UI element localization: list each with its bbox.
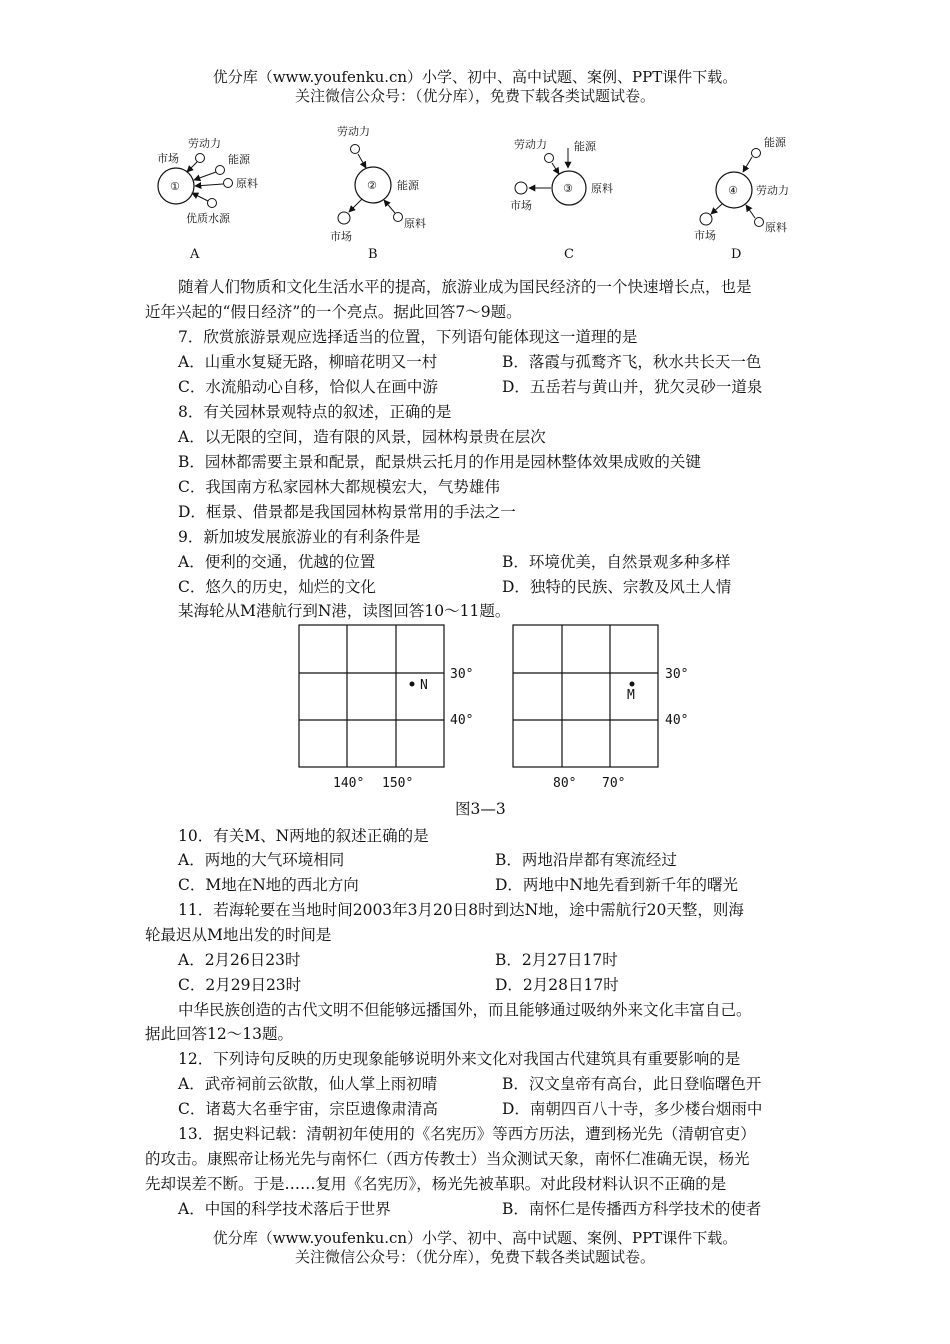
- lat-30-label: 30°: [665, 667, 689, 682]
- q10-stem: 10．有关M、N两地的叙述正确的是: [178, 827, 429, 845]
- q11-stem-line-2: 轮最迟从M地出发的时间是: [145, 926, 332, 944]
- q10-option-a: A．两地的大气环境相同: [178, 851, 345, 869]
- q9-option-c: C．悠久的历史，灿烂的文化: [178, 578, 376, 596]
- label-labor: 劳动力: [756, 184, 789, 197]
- q11-option-a: A．2月26日23时: [178, 951, 301, 969]
- lon-80-label: 80°: [553, 776, 577, 791]
- port-n-dot: [410, 682, 415, 687]
- map-left: [299, 625, 473, 791]
- port-m-label: M: [627, 688, 635, 703]
- q7-option-c: C．水流船动心自移，恰似人在画中游: [178, 378, 438, 396]
- lon-140-label: 140°: [333, 776, 365, 791]
- label-market: 市场: [694, 229, 716, 242]
- labor-node: [351, 145, 360, 154]
- q10-option-d: D．两地中N地先看到新千年的曙光: [495, 876, 738, 894]
- factory-number: ④: [728, 184, 738, 197]
- label-material: 原料: [591, 182, 613, 195]
- q11-option-d: D．2月28日17时: [495, 976, 619, 994]
- q13-option-b: B．南怀仁是传播西方科学技术的使者: [502, 1200, 762, 1218]
- material-node: [394, 213, 403, 222]
- label-material: 原料: [404, 217, 426, 230]
- header-line-2: 关注微信公众号：（优分库），免费下载各类试题试卷。: [294, 87, 655, 105]
- material-node: [755, 218, 764, 227]
- lat-40-label: 40°: [665, 713, 689, 728]
- label-labor: 劳动力: [188, 137, 221, 150]
- label-water: 优质水源: [186, 212, 230, 225]
- diagram-c: [510, 137, 613, 262]
- diagram-letter: A: [190, 247, 200, 262]
- q9-option-b: B．环境优美，自然景观多种多样: [502, 553, 731, 571]
- lon-70-label: 70°: [602, 776, 626, 791]
- q13-stem-line-3: 先却误差不断。于是……复用《名宪历》，杨光先被革职。对此段材料认识不正确的是: [145, 1175, 727, 1193]
- q7-stem: 7．欣赏旅游景观应选择适当的位置，下列语句能体现这一道理的是: [178, 328, 638, 346]
- passage-3-line-1: 中华民族创造的古代文明不但能够远播国外，而且能够通过吸纳外来文化丰富自己。: [178, 1001, 752, 1019]
- q12-option-d: D．南朝四百八十寺，多少楼台烟雨中: [502, 1100, 763, 1118]
- passage-1-line-2: 近年兴起的“假日经济”的一个亮点。据此回答7～9题。: [145, 303, 522, 321]
- header-line-1: 优分库（www.youfenku.cn）小学、初中、高中试题、案例、PPT课件下载。: [212, 68, 738, 86]
- map-right: [513, 625, 688, 791]
- label-labor: 劳动力: [514, 138, 547, 151]
- diagram-a: [157, 136, 258, 262]
- market-node: [338, 212, 350, 224]
- diagram-letter: C: [564, 247, 574, 262]
- label-material: 原料: [765, 221, 787, 234]
- q12-option-b: B．汉文皇帝有高台，此日登临曙色开: [502, 1075, 762, 1093]
- labor-node: [545, 154, 554, 163]
- q7-option-a: A．山重水复疑无路，柳暗花明又一村: [178, 353, 438, 371]
- q8-option-a: A．以无限的空间，造有限的风景，园林构景贵在层次: [178, 428, 546, 446]
- q7-option-d: D．五岳若与黄山并，犹欠灵砂一道泉: [502, 378, 763, 396]
- q12-option-a: A．武帝祠前云欲散，仙人掌上雨初晴: [178, 1075, 438, 1093]
- q10-option-c: C．M地在N地的西北方向: [178, 876, 359, 894]
- market-node: [700, 213, 712, 225]
- q13-option-a: A．中国的科学技术落后于世界: [178, 1200, 391, 1218]
- q9-stem: 9．新加坡发展旅游业的有利条件是: [178, 528, 421, 546]
- label-energy: 能源: [574, 140, 596, 153]
- q10-option-b: B．两地沿岸都有寒流经过: [495, 851, 677, 869]
- figure-caption: 图3—3: [455, 800, 506, 818]
- q13-stem-line-2: 的攻击。康熙帝让杨光先与南怀仁（西方传教士）当众测试天象，南怀仁准确无误，杨光: [145, 1150, 750, 1168]
- q7-option-b: B．落霞与孤鹜齐飞，秋水共长天一色: [502, 353, 762, 371]
- port-n-label: N: [420, 678, 428, 693]
- footer-line-2: 关注微信公众号：（优分库），免费下载各类试题试卷。: [294, 1248, 655, 1266]
- passage-2: 某海轮从M港航行到N港，读图回答10～11题。: [178, 602, 511, 620]
- label-energy: 能源: [764, 136, 786, 149]
- market-node: [515, 182, 527, 194]
- label-energy: 能源: [228, 153, 250, 166]
- q9-option-d: D．独特的民族、宗教及风土人情: [502, 578, 732, 596]
- diagram-letter: D: [731, 247, 742, 262]
- passage-3-line-2: 据此回答12～13题。: [145, 1025, 293, 1043]
- labor-node: [196, 154, 205, 163]
- q12-option-c: C．诸葛大名垂宇宙，宗臣遗像肃清高: [178, 1100, 438, 1118]
- q13-stem-line-1: 13．据史料记载：清朝初年使用的《名宪历》等西方历法，遭到杨光先（清朝官吏）: [178, 1125, 756, 1143]
- water-node: [208, 199, 217, 208]
- label-market: 市场: [510, 199, 532, 212]
- factory-number: ①: [170, 180, 180, 193]
- passage-1-line-1: 随着人们物质和文化生活水平的提高，旅游业成为国民经济的一个快速增长点，也是: [178, 278, 752, 296]
- q11-option-b: B．2月27日17时: [495, 951, 618, 969]
- footer-line-1: 优分库（www.youfenku.cn）小学、初中、高中试题、案例、PPT课件下载。: [212, 1229, 738, 1247]
- q8-option-d: D．框景、借景都是我国园林构景常用的手法之一: [178, 503, 516, 521]
- energy-node: [752, 149, 761, 158]
- diagram-b: [330, 124, 426, 262]
- label-material: 原料: [236, 177, 258, 190]
- material-node: [224, 179, 233, 188]
- lat-30-label: 30°: [450, 667, 474, 682]
- label-market: 市场: [157, 152, 179, 165]
- q9-option-a: A．便利的交通，优越的位置: [178, 553, 376, 571]
- label-market: 市场: [330, 230, 352, 243]
- q8-stem: 8．有关园林景观特点的叙述，正确的是: [178, 403, 452, 421]
- label-energy: 能源: [397, 179, 419, 192]
- diagram-d: [694, 135, 789, 262]
- q8-option-c: C．我国南方私家园林大都规模宏大，气势雄伟: [178, 478, 500, 496]
- factory-number: ③: [563, 182, 573, 195]
- q8-option-b: B．园林都需要主景和配景，配景烘云托月的作用是园林整体效果成败的关键: [178, 453, 701, 471]
- label-labor: 劳动力: [337, 125, 370, 138]
- port-m-dot: [630, 682, 635, 687]
- q11-stem-line-1: 11．若海轮要在当地时间2003年3月20日8时到达N地，途中需航行20天整，则海: [178, 901, 744, 919]
- q12-stem: 12．下列诗句反映的历史现象能够说明外来文化对我国古代建筑具有重要影响的是: [178, 1050, 741, 1068]
- lat-40-label: 40°: [450, 713, 474, 728]
- lon-150-label: 150°: [382, 776, 414, 791]
- diagram-letter: B: [368, 247, 378, 262]
- q11-option-c: C．2月29日23时: [178, 976, 302, 994]
- energy-node: [216, 166, 225, 175]
- factory-number: ②: [367, 179, 377, 192]
